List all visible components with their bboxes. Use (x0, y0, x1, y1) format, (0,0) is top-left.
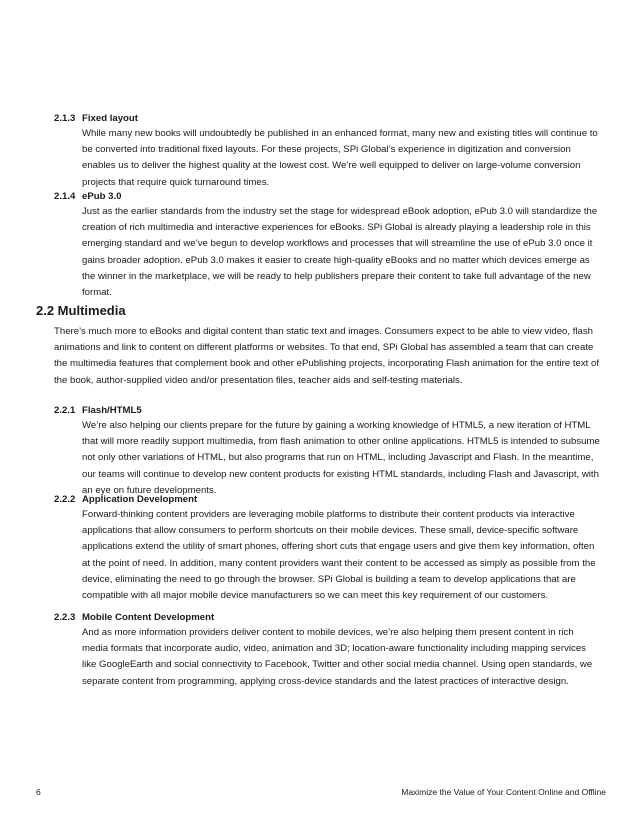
subsection-heading (54, 190, 610, 204)
subsection-2-1-3 (54, 112, 610, 191)
subsection-2-2-1 (54, 404, 610, 499)
subsection-title: Application Development (82, 494, 198, 505)
subsection-number: 2.2.1 (54, 405, 76, 416)
subsection-body: We’re also helping our clients prepare for the future by gaining a working knowledge of HTML5, a new iteration of HTML that will more readily support multimedia, from flash animation to other online applications. HTML5 is intended to subsume not only other variations of HTML, but also programs that run on HTML, including Javascript and Flash. In the meantime, our teams will continue to develop new content products for existing HTML standards, including Flash and Javascript, with an eye on future developments. (82, 420, 600, 496)
section-title: 2.2 Multimedia (36, 303, 126, 318)
subsection-2-2-2 (54, 493, 610, 604)
subsection-body: Just as the earlier standards from the industry set the stage for widespread eBook adoption, ePub 3.0 will standardize the creation of rich multimedia and interactive experiences for eBooks. SPi Global is already playing a leadership role in this emerging standard and we’ve begun to develop workflows and processes that will streamline the use of ePub 3.0 once it gains broader adoption. ePub 3.0 makes it easier to create high-quality eBooks and no matter which devices emerge as the winner in the marketplace, we will be ready to help publishers prepare their content to take full advantage of the new format. (82, 206, 598, 299)
subsection-title: Flash/HTML5 (82, 405, 142, 416)
footer-document-title: Maximize the Value of Your Content Online and Offline (401, 787, 606, 797)
footer-page-number: 6 (36, 787, 41, 797)
subsection-2-2-3 (54, 611, 610, 690)
subsection-number: 2.1.3 (54, 113, 76, 124)
subsection-2-1-4 (54, 190, 610, 301)
subsection-number: 2.2.3 (54, 612, 76, 623)
subsection-title: ePub 3.0 (82, 191, 122, 202)
subsection-title: Mobile Content Development (82, 612, 215, 623)
subsection-heading (54, 493, 610, 507)
subsection-title: Fixed layout (82, 113, 138, 124)
subsection-body: Forward-thinking content providers are leveraging mobile platforms to distribute their content products via interactive applications that allow consumers to perform shortcuts on their mobile devices. These small, device-specific software applications extend the utility of smart phones, offering short cuts that engage users and give them key information, often at the point of need. In addition, many content providers want their content to be accessed as simply as possible from the device, eliminating the need to go through the browser. SPi Global is building a team to develop applications that are compatible with all major mobile device manufacturers so we can meet this key requirement of our customers. (82, 509, 596, 602)
subsection-heading (54, 112, 610, 126)
subsection-body: While many new books will undoubtedly be published in an enhanced format, many new and existing titles will continue to be converted into traditional fixed layouts. For these projects, SPi Global’s experience in digitization and conversion enables us to deliver the highest quality at the lowest cost. We’re well equipped to deliver on large-volume conversion projects that require quick turnaround times. (82, 128, 598, 188)
subsection-heading (54, 404, 610, 418)
section-intro: There’s much more to eBooks and digital content than static text and images. Consumers expect to be able to view video, flash animations and link to content on different platforms or websites. To that end, SPi Global has assembled a team that can create the multimedia features that complement book and other ePublishing projects, incorporating Flash animation for the entire text of the book, author-supplied video and/or presentation files, teacher aids and self-testing materials. (54, 326, 600, 386)
subsection-body: And as more information providers deliver content to mobile devices, we’re also helping them present content in rich media formats that incorporate audio, video, animation and 3D; location-aware functionality including mapping services like GoogleEarth and social connectivity to Facebook, Twitter and other social media channel. Using open standards, we separate content from programming, applying cross-device standards and the latest practices of interactive design. (82, 627, 593, 687)
subsection-heading (54, 611, 610, 625)
subsection-number: 2.1.4 (54, 191, 76, 202)
subsection-number: 2.2.2 (54, 494, 76, 505)
